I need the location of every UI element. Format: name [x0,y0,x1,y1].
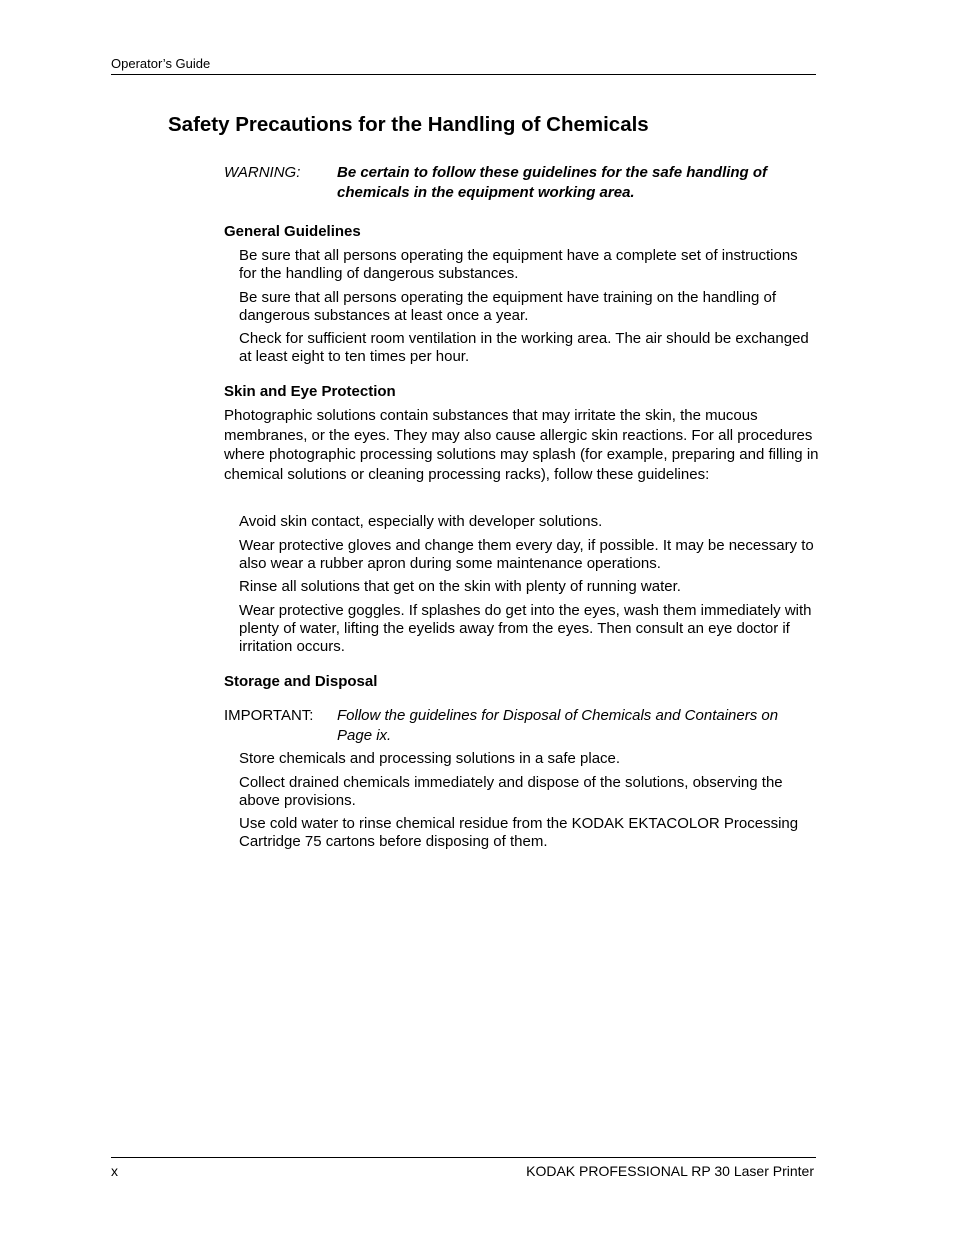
important-note [224,706,814,745]
header-title: Operator’s Guide [111,56,211,71]
skin-eye-paragraph: Photographic solutions contain substances that may irritate the skin, the mucous membranes, or the eyes. They may also cause allergic skin reactions. For all procedures where photographic processing solutions may splash (for example, preparing and filling in chemical solutions or cleaning processing racks), follow these guidelines: [224,407,819,483]
important-label: IMPORTANT: [224,707,314,724]
storage-disposal-heading: Storage and Disposal [224,673,378,690]
footer-product-name: KODAK PROFESSIONAL RP 30 Laser Printer [526,1163,814,1179]
warning-note [224,163,814,202]
warning-label: WARNING: [224,164,301,181]
list-item: Be sure that all persons operating the equipment have a complete set of instructions for the handling of dangerous substances. [239,247,798,282]
running-footer [111,1157,816,1182]
list-item: Use cold water to rinse chemical residue from the KODAK EKTACOLOR Processing Cartridge 75 cartons before disposing of them. [239,815,799,850]
list-item: Wear protective gloves and change them every day, if possible. It may be necessary to also wear a rubber apron during some maintenance operations. [239,536,814,572]
storage-disposal-list [239,750,819,857]
page-number: x [111,1163,118,1179]
list-item: Store chemicals and processing solutions in a safe place. [239,750,621,767]
list-item: Collect drained chemicals immediately and dispose of the solutions, observing the above provisions. [239,773,783,809]
warning-text: Be certain to follow these guidelines for the safe handling of chemicals in the equipment working area. [337,164,768,201]
list-item: Be sure that all persons operating the equipment have training on the handling of dangerous substances at least once a year. [239,288,777,324]
important-text: Follow the guidelines for Disposal of Chemicals and Containers on Page ix. [337,707,779,744]
list-item: Wear protective goggles. If splashes do get into the eyes, wash them immediately with plenty of water, lifting the eyelids away from the eyes. Then consult an eye doctor if irritation occurs. [239,601,812,655]
list-item: Check for sufficient room ventilation in the working area. The air should be exchanged at least eight to ten times per hour. [239,330,809,365]
list-item: Avoid skin contact, especially with developer solutions. [239,513,603,530]
general-guidelines-list [239,247,819,372]
general-guidelines-heading: General Guidelines [224,223,361,240]
running-header [111,56,816,75]
page-title: Safety Precautions for the Handling of Chemicals [168,113,649,136]
skin-eye-protection-heading: Skin and Eye Protection [224,383,396,400]
list-item: Rinse all solutions that get on the skin with plenty of running water. [239,578,681,595]
skin-eye-list [239,513,819,661]
